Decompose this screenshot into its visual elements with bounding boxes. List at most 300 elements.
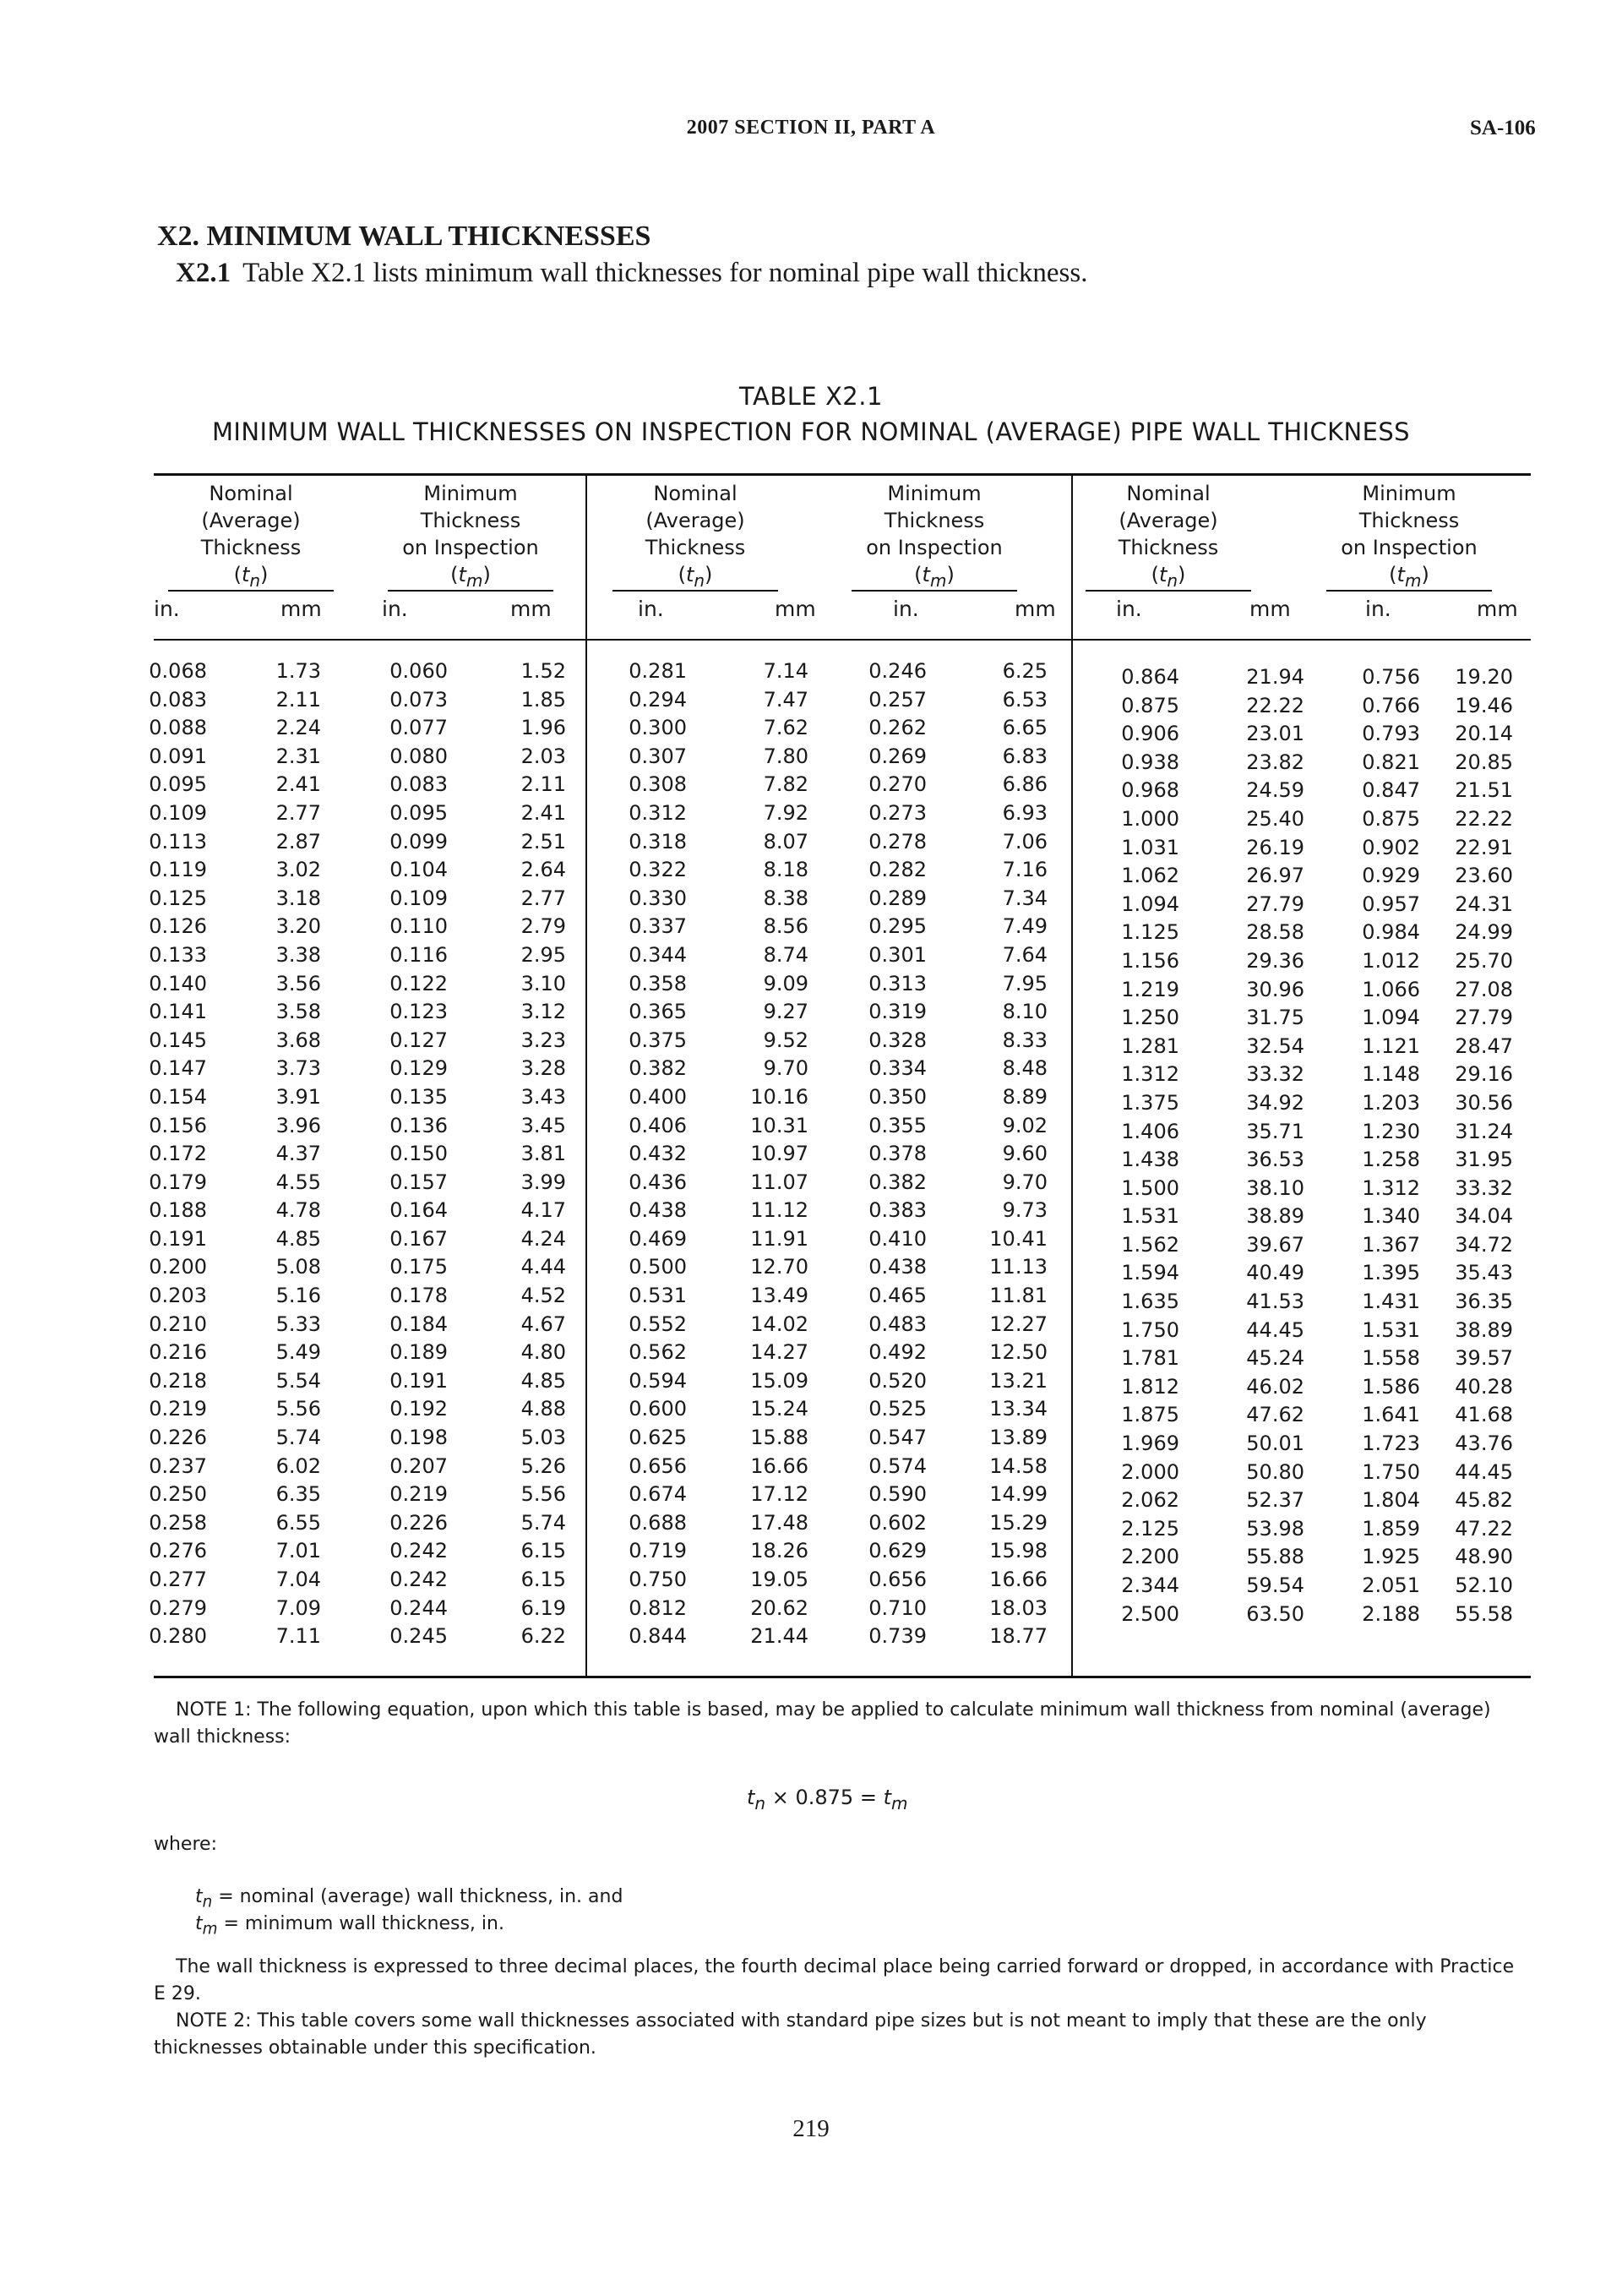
table-cell: 0.218: [149, 1368, 207, 1393]
table-cell: 5.16: [275, 1284, 321, 1308]
table-cell: 31.75: [1246, 1006, 1304, 1030]
table-cell: 19.20: [1455, 665, 1513, 689]
table-cell: 0.276: [149, 1539, 207, 1563]
table-cell: 1.148: [1362, 1062, 1420, 1087]
table-cell: 1.258: [1362, 1148, 1420, 1172]
table-cell: 1.203: [1362, 1090, 1420, 1115]
running-header-title: 2007 SECTION II, PART A: [686, 117, 936, 139]
table-cell: 1.000: [1121, 806, 1179, 831]
table-cell: 1.750: [1362, 1459, 1420, 1484]
table-cell: 0.438: [868, 1255, 927, 1279]
table-cell: 1.406: [1121, 1119, 1179, 1143]
table-cell: 19.46: [1455, 693, 1513, 717]
table-cell: 17.48: [750, 1510, 808, 1535]
table-cell: 0.091: [149, 744, 207, 768]
table-cell: 12.27: [989, 1312, 1048, 1336]
table-cell: 0.109: [389, 886, 448, 910]
table-cell: 0.088: [149, 716, 207, 740]
table-cell: 5.56: [275, 1397, 321, 1421]
unit-label-in: in.: [638, 597, 664, 621]
table-cell: 0.245: [389, 1624, 448, 1649]
table-cell: 9.27: [763, 1000, 808, 1024]
nominal-thickness-header: Nominal (Average) Thickness $(t_n)$: [1118, 482, 1219, 591]
table-cell: 0.301: [868, 942, 927, 967]
table-cell: 0.189: [389, 1340, 448, 1365]
table-cell: 21.94: [1246, 665, 1304, 689]
table-cell: 1.750: [1121, 1317, 1179, 1342]
table-cell: 2.31: [275, 744, 321, 768]
column-minimum-in: [834, 657, 927, 1651]
table-cell: 0.125: [149, 886, 207, 910]
table-cell: 47.62: [1246, 1403, 1304, 1427]
table-cell: 1.438: [1121, 1148, 1179, 1172]
table-cell: 5.49: [275, 1340, 321, 1365]
table-cell: 8.33: [1002, 1028, 1048, 1052]
table-cell: 0.178: [389, 1284, 448, 1308]
table-cell: 1.969: [1121, 1432, 1179, 1456]
table-cell: 12.50: [989, 1340, 1048, 1365]
table-cell: 0.109: [149, 800, 207, 825]
unit-label-in: in.: [1365, 597, 1391, 621]
table-cell: 0.365: [629, 1000, 687, 1024]
table-cell: 0.594: [629, 1368, 687, 1393]
table-cell: 7.80: [763, 744, 808, 768]
table-cell: 0.141: [149, 1000, 207, 1024]
table-cell: 0.198: [389, 1426, 448, 1450]
table-cell: 0.436: [629, 1170, 687, 1194]
header-underline: [168, 590, 334, 592]
paragraph-text: Table X2.1 lists minimum wall thicknesses for nominal pipe wall thickness.: [242, 258, 1088, 288]
table-cell: 0.192: [389, 1397, 448, 1421]
table-cell: 0.821: [1362, 750, 1420, 774]
section-heading: X2. MINIMUM WALL THICKNESSES: [157, 221, 651, 252]
column-nominal-in: [114, 657, 207, 1651]
header-underline: [1326, 590, 1492, 592]
table-cell: 23.82: [1246, 750, 1304, 774]
table-cell: 0.864: [1121, 665, 1179, 689]
table-cell: 46.02: [1246, 1374, 1304, 1399]
table-cell: 0.191: [389, 1368, 448, 1393]
column-minimum-in: [355, 657, 448, 1651]
table-cell: 3.81: [520, 1142, 566, 1166]
table-cell: 0.126: [149, 914, 207, 939]
table-cell: 3.23: [520, 1028, 566, 1052]
table-cell: 0.156: [149, 1113, 207, 1137]
table-cell: 3.58: [275, 1000, 321, 1024]
table-cell: 1.066: [1362, 977, 1420, 1001]
table-cell: 3.56: [275, 971, 321, 995]
table-cell: 8.38: [763, 886, 808, 910]
table-cell: 18.77: [989, 1624, 1048, 1649]
table-cell: 8.18: [763, 858, 808, 882]
table-cell: 2.344: [1121, 1573, 1179, 1597]
table-cell: 5.08: [275, 1255, 321, 1279]
table-cell: 11.91: [750, 1226, 808, 1251]
table-cell: 44.45: [1246, 1317, 1304, 1342]
table-cell: 1.635: [1121, 1290, 1179, 1314]
table-cell: 7.92: [763, 800, 808, 825]
table-cell: 9.73: [1002, 1198, 1048, 1223]
table-cell: 1.925: [1362, 1545, 1420, 1569]
table-cell: 6.93: [1002, 800, 1048, 825]
table-cell: 53.98: [1246, 1516, 1304, 1541]
table-cell: 43.76: [1455, 1432, 1513, 1456]
table-cell: 1.312: [1121, 1062, 1179, 1087]
table-cell: 1.312: [1362, 1175, 1420, 1200]
table-cell: 0.095: [149, 772, 207, 797]
header-underline: [852, 590, 1017, 592]
table-cell: 2.03: [520, 744, 566, 768]
table-cell: 0.674: [629, 1482, 687, 1507]
table-cell: 0.145: [149, 1028, 207, 1052]
paragraph-number: X2.1: [176, 258, 231, 288]
table-cell: 0.378: [868, 1142, 927, 1166]
table-cell: 52.10: [1455, 1573, 1513, 1597]
table-cell: 3.38: [275, 942, 321, 967]
table-cell: 7.82: [763, 772, 808, 797]
table-cell: 0.330: [629, 886, 687, 910]
table-cell: 0.375: [629, 1028, 687, 1052]
table-cell: 0.547: [868, 1426, 927, 1450]
table-cell: 2.41: [520, 800, 566, 825]
table-cell: 0.270: [868, 772, 927, 797]
running-header-spec-number: SA-106: [1470, 117, 1536, 139]
table-cell: 27.79: [1455, 1006, 1513, 1030]
table-cell: 35.71: [1246, 1119, 1304, 1143]
minimum-thickness-header: Minimum Thickness on Inspection $(t_m)$: [1341, 482, 1478, 591]
table-cell: 7.49: [1002, 914, 1048, 939]
table-cell: 7.95: [1002, 971, 1048, 995]
table-cell: 20.62: [750, 1595, 808, 1620]
table-cell: 2.95: [520, 942, 566, 967]
table-cell: 36.35: [1455, 1290, 1513, 1314]
table-cell: 0.110: [389, 914, 448, 939]
table-cell: 0.847: [1362, 778, 1420, 803]
table-cell: 13.34: [989, 1397, 1048, 1421]
table-cell: 0.602: [868, 1510, 927, 1535]
table-cell: 0.119: [149, 858, 207, 882]
unit-label-mm: mm: [510, 597, 552, 621]
table-cell: 0.278: [868, 829, 927, 854]
header-underline: [388, 590, 553, 592]
table-cell: 14.02: [750, 1312, 808, 1336]
table-cell: 0.355: [868, 1113, 927, 1137]
table-cell: 5.54: [275, 1368, 321, 1393]
table-cell: 2.500: [1121, 1601, 1179, 1626]
table-cell: 0.099: [389, 829, 448, 854]
table-cell: 8.48: [1002, 1056, 1048, 1081]
column-minimum-mm: [955, 657, 1048, 1651]
table-cell: 6.15: [520, 1539, 566, 1563]
table-cell: 2.000: [1121, 1459, 1179, 1484]
definition-tn: $t_n$ = nominal (average) wall thickness, in. and: [195, 1886, 623, 1912]
table-cell: 5.03: [520, 1426, 566, 1450]
table-cell: 0.574: [868, 1453, 927, 1478]
table-cell: 8.10: [1002, 1000, 1048, 1024]
table-cell: 41.68: [1455, 1403, 1513, 1427]
table-cell: 1.219: [1121, 977, 1179, 1001]
table-cell: 38.10: [1246, 1175, 1304, 1200]
table-cell: 11.12: [750, 1198, 808, 1223]
table-cell: 3.20: [275, 914, 321, 939]
table-cell: 15.98: [989, 1539, 1048, 1563]
table-cell: 11.07: [750, 1170, 808, 1194]
table-cell: 0.277: [149, 1568, 207, 1591]
table-cell: 32.54: [1246, 1033, 1304, 1058]
table-cell: 20.14: [1455, 722, 1513, 746]
table-cell: 1.723: [1362, 1432, 1420, 1456]
table-cell: 3.12: [520, 1000, 566, 1024]
table-cell: 34.72: [1455, 1232, 1513, 1257]
table-cell: 0.116: [389, 942, 448, 967]
table-cell: 16.66: [989, 1568, 1048, 1591]
table-cell: 18.26: [750, 1539, 808, 1563]
table-cell: 0.525: [868, 1397, 927, 1421]
table-cell: 0.122: [389, 971, 448, 995]
table-cell: 18.03: [989, 1595, 1048, 1620]
table-cell: 40.49: [1246, 1261, 1304, 1285]
table-cell: 0.219: [149, 1397, 207, 1421]
table-cell: 1.367: [1362, 1232, 1420, 1257]
table-cell: 44.45: [1455, 1459, 1513, 1484]
table-cell: 0.929: [1362, 864, 1420, 888]
table-cell: 0.237: [149, 1453, 207, 1478]
table-cell: 25.70: [1455, 948, 1513, 973]
table-cell: 29.36: [1246, 948, 1304, 973]
table-cell: 41.53: [1246, 1290, 1304, 1314]
table-cell: 1.812: [1121, 1374, 1179, 1399]
table-cell: 31.24: [1455, 1119, 1513, 1143]
unit-label-in: in.: [154, 597, 180, 621]
table-cell: 2.79: [520, 914, 566, 939]
table-cell: 7.47: [763, 687, 808, 712]
table-cell: 1.586: [1362, 1374, 1420, 1399]
table-cell: 7.14: [763, 659, 808, 683]
table-cell: 14.99: [989, 1482, 1048, 1507]
table-cell: 0.410: [868, 1226, 927, 1251]
column-nominal-in: [594, 657, 687, 1651]
table-cell: 55.88: [1246, 1545, 1304, 1569]
table-cell: 17.12: [750, 1482, 808, 1507]
table-cell: 0.262: [868, 716, 927, 740]
table-cell: 11.81: [989, 1284, 1048, 1308]
table-cell: 9.09: [763, 971, 808, 995]
table-cell: 0.500: [629, 1255, 687, 1279]
table-cell: 0.242: [389, 1539, 448, 1563]
table-cell: 9.60: [1002, 1142, 1048, 1166]
table-cell: 10.31: [750, 1113, 808, 1137]
table-cell: 9.52: [763, 1028, 808, 1052]
table-cell: 1.558: [1362, 1346, 1420, 1371]
table-cell: 3.43: [520, 1084, 566, 1109]
table-cell: 1.531: [1121, 1204, 1179, 1229]
table-cell: 0.188: [149, 1198, 207, 1223]
table-cell: 1.031: [1121, 835, 1179, 859]
table-cell: 0.938: [1121, 750, 1179, 774]
table-cell: 6.83: [1002, 744, 1048, 768]
table-cell: 1.500: [1121, 1175, 1179, 1200]
table-cell: 0.968: [1121, 778, 1179, 803]
table-cell: 36.53: [1246, 1148, 1304, 1172]
table-cell: 6.22: [520, 1624, 566, 1649]
table-cell: 8.89: [1002, 1084, 1048, 1109]
table-cell: 0.140: [149, 971, 207, 995]
table-cell: 7.34: [1002, 886, 1048, 910]
column-nominal-mm: [716, 657, 808, 1651]
table-cell: 0.133: [149, 942, 207, 967]
where-label: where:: [154, 1834, 217, 1855]
table-cell: 4.17: [520, 1198, 566, 1223]
table-cell: 0.123: [389, 1000, 448, 1024]
table-cell: 1.156: [1121, 948, 1179, 973]
table-cell: 1.52: [520, 659, 566, 683]
table-cell: 0.688: [629, 1510, 687, 1535]
definition-tm: $t_m$ = minimum wall thickness, in.: [195, 1913, 504, 1939]
note-1: NOTE 1: The following equation, upon which this table is based, may be applied to calculate minimum wall thickness from nominal (average) wall thickness:: [154, 1699, 1491, 1748]
table-cell: 28.58: [1246, 920, 1304, 945]
table-cell: 0.438: [629, 1198, 687, 1223]
unit-label-mm: mm: [1477, 597, 1518, 621]
table-cell: 33.32: [1246, 1062, 1304, 1087]
column-nominal-mm: [1211, 663, 1304, 1628]
table-cell: 2.51: [520, 829, 566, 854]
table-cell: 1.375: [1121, 1090, 1179, 1115]
table-cell: 0.175: [389, 1255, 448, 1279]
table-cell: 4.37: [275, 1142, 321, 1166]
unit-label-mm: mm: [1249, 597, 1291, 621]
table-cell: 0.492: [868, 1340, 927, 1365]
unit-label-in: in.: [1116, 597, 1142, 621]
table-cell: 2.41: [275, 772, 321, 797]
table-cell: 0.279: [149, 1595, 207, 1620]
table-cell: 2.188: [1362, 1601, 1420, 1626]
table-cell: 0.957: [1362, 892, 1420, 916]
table-cell: 1.281: [1121, 1033, 1179, 1058]
table-cell: 0.073: [389, 687, 448, 712]
table-cell: 1.73: [275, 659, 321, 683]
table-cell: 22.91: [1455, 835, 1513, 859]
table-cell: 0.083: [149, 687, 207, 712]
table-cell: 2.77: [520, 886, 566, 910]
table-cell: 0.203: [149, 1284, 207, 1308]
table-cell: 0.625: [629, 1426, 687, 1450]
table-cell: 0.400: [629, 1084, 687, 1109]
table-cell: 1.250: [1121, 1006, 1179, 1030]
table-cell: 13.89: [989, 1426, 1048, 1450]
table-cell: 55.58: [1455, 1601, 1513, 1626]
table-cell: 50.01: [1246, 1432, 1304, 1456]
table-cell: 0.113: [149, 829, 207, 854]
table-cell: 26.19: [1246, 835, 1304, 859]
table-cell: 0.150: [389, 1142, 448, 1166]
table-cell: 34.04: [1455, 1204, 1513, 1229]
table-cell: 10.41: [989, 1226, 1048, 1251]
table-cell: 0.308: [629, 772, 687, 797]
table-cell: 0.902: [1362, 835, 1420, 859]
table-cell: 0.258: [149, 1510, 207, 1535]
table-cell: 0.164: [389, 1198, 448, 1223]
table-cell: 0.289: [868, 886, 927, 910]
table-cell: 7.62: [763, 716, 808, 740]
table-cell: 7.01: [275, 1539, 321, 1563]
table-cell: 15.09: [750, 1368, 808, 1393]
wall-thickness-table: [149, 473, 1531, 1679]
table-cell: 4.67: [520, 1312, 566, 1336]
table-cell: 14.58: [989, 1453, 1048, 1478]
rounding-paragraph: The wall thickness is expressed to three decimal places, the fourth decimal place being carried forward or dropped, in accordance with Practice E 29.: [154, 1956, 1515, 2004]
table-cell: 0.383: [868, 1198, 927, 1223]
table-cell: 13.21: [989, 1368, 1048, 1393]
table-cell: 0.312: [629, 800, 687, 825]
table-cell: 0.710: [868, 1595, 927, 1620]
table-cell: 4.55: [275, 1170, 321, 1194]
table-cell: 0.590: [868, 1482, 927, 1507]
table-cell: 8.74: [763, 942, 808, 967]
table-cell: 13.49: [750, 1284, 808, 1308]
table-cell: 1.641: [1362, 1403, 1420, 1427]
unit-label-mm: mm: [775, 597, 816, 621]
table-cell: 0.216: [149, 1340, 207, 1365]
table-cell: 0.300: [629, 716, 687, 740]
table-cell: 0.600: [629, 1397, 687, 1421]
table-cell: 5.26: [520, 1453, 566, 1478]
table-cell: 0.184: [389, 1312, 448, 1336]
table-cell: 1.395: [1362, 1261, 1420, 1285]
table-cell: 39.67: [1246, 1232, 1304, 1257]
table-cell: 0.226: [389, 1510, 448, 1535]
table-cell: 0.313: [868, 971, 927, 995]
table-cell: 0.432: [629, 1142, 687, 1166]
table-cell: 9.70: [1002, 1170, 1048, 1194]
table-cell: 8.07: [763, 829, 808, 854]
minimum-thickness-header: Minimum Thickness on Inspection $(t_m)$: [402, 482, 539, 591]
table-cell: 21.44: [750, 1624, 808, 1649]
header-underline: [612, 590, 778, 592]
table-cell: 4.80: [520, 1340, 566, 1365]
table-cell: 0.269: [868, 744, 927, 768]
table-cell: 2.77: [275, 800, 321, 825]
table-cell: 10.97: [750, 1142, 808, 1166]
table-cell: 4.85: [275, 1226, 321, 1251]
table-cell: 0.307: [629, 744, 687, 768]
table-cell: 0.129: [389, 1056, 448, 1081]
table-cell: 6.25: [1002, 659, 1048, 683]
table-caption: MINIMUM WALL THICKNESSES ON INSPECTION FOR NOMINAL (AVERAGE) PIPE WALL THICKNESS: [211, 417, 1410, 446]
table-cell: 6.53: [1002, 687, 1048, 712]
table-cell: 0.318: [629, 829, 687, 854]
column-group-2: [585, 473, 1071, 1678]
table-cell: 0.334: [868, 1056, 927, 1081]
table-cell: 3.10: [520, 971, 566, 995]
table-cell: 0.531: [629, 1284, 687, 1308]
table-cell: 2.11: [520, 772, 566, 797]
table-cell: 0.322: [629, 858, 687, 882]
table-cell: 20.85: [1455, 750, 1513, 774]
table-cell: 0.244: [389, 1595, 448, 1620]
table-cell: 12.70: [750, 1255, 808, 1279]
table-cell: 0.154: [149, 1084, 207, 1109]
table-cell: 14.27: [750, 1340, 808, 1365]
table-cell: 11.13: [989, 1255, 1048, 1279]
table-cell: 8.56: [763, 914, 808, 939]
table-cell: 50.80: [1246, 1459, 1304, 1484]
table-cell: 1.431: [1362, 1290, 1420, 1314]
table-cell: 2.200: [1121, 1545, 1179, 1569]
header-underline: [1086, 590, 1251, 592]
unit-label-mm: mm: [1015, 597, 1056, 621]
table-cell: 24.59: [1246, 778, 1304, 803]
table-cell: 0.095: [389, 800, 448, 825]
